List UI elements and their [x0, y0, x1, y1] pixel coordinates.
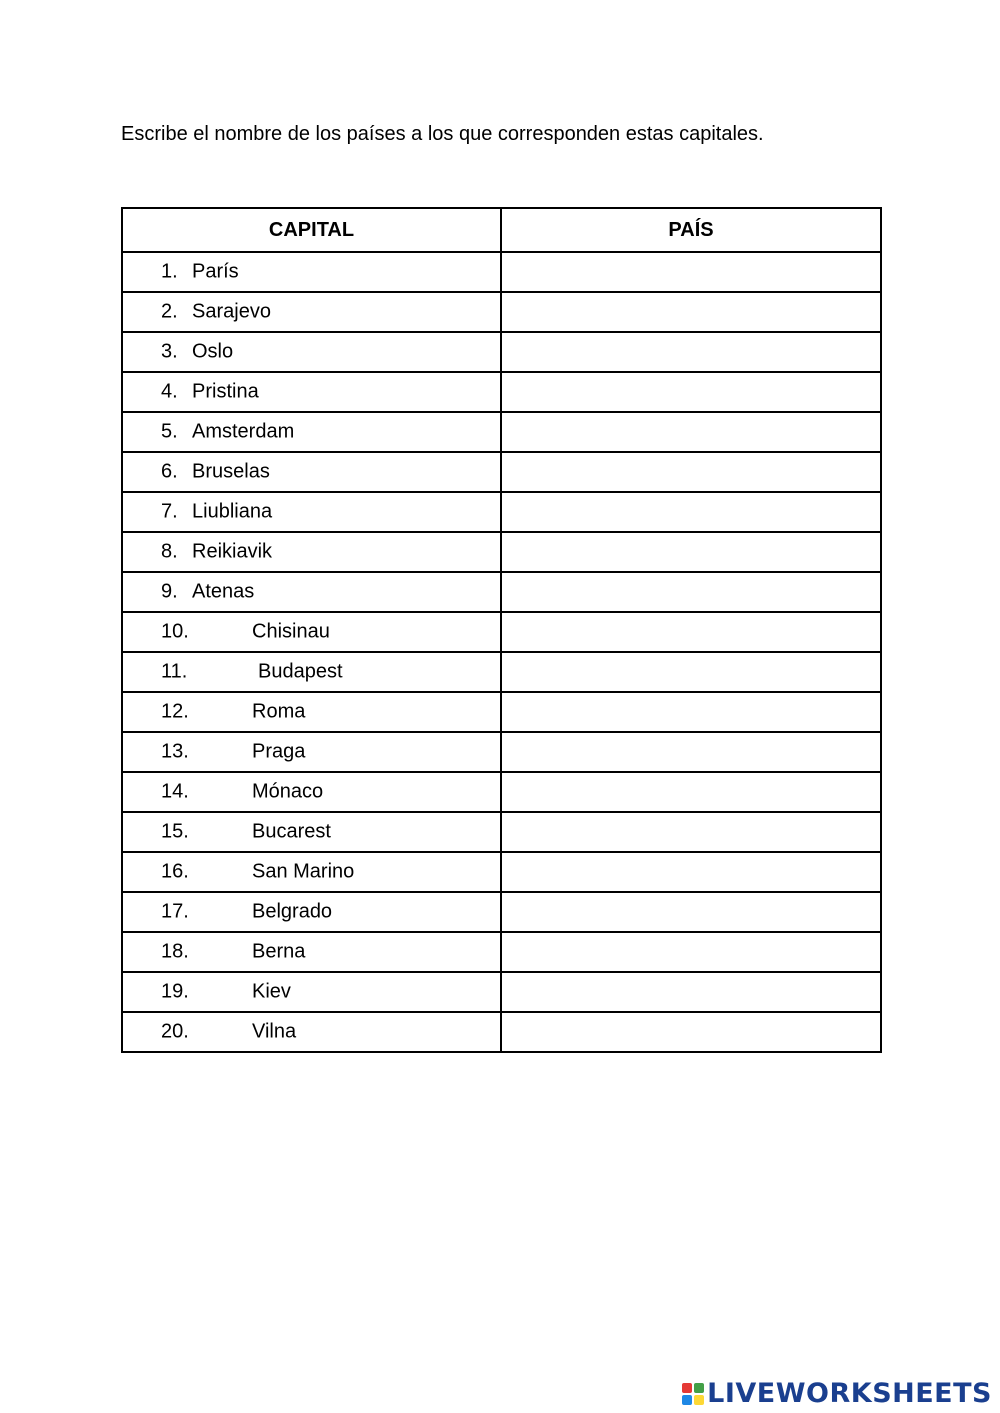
capital-cell: [122, 532, 501, 572]
table-row: [122, 972, 881, 1012]
row-number: 20.: [161, 1020, 189, 1043]
pais-answer-cell[interactable]: [501, 612, 881, 652]
capital-name: Budapest: [258, 660, 343, 683]
capital-name: Belgrado: [252, 900, 333, 923]
pais-answer-cell[interactable]: [501, 252, 881, 292]
table-row: [122, 812, 881, 852]
capital-cell: [122, 492, 501, 532]
row-number: 13.: [161, 740, 189, 763]
row-number: 9.: [161, 580, 178, 603]
capital-name: San Marino: [252, 860, 355, 883]
header-pais: PAÍS: [501, 208, 881, 252]
row-number: 2.: [161, 300, 178, 323]
pais-answer-cell[interactable]: [501, 452, 881, 492]
instruction-text: Escribe el nombre de los países a los que corresponden estas capitales.: [121, 123, 764, 145]
row-number: 6.: [161, 460, 178, 483]
pais-answer-cell[interactable]: [501, 492, 881, 532]
row-number: 12.: [161, 700, 189, 723]
capital-name: Vilna: [252, 1020, 297, 1043]
row-number: 3.: [161, 340, 178, 363]
table-row: [122, 612, 881, 652]
table-row: [122, 292, 881, 332]
row-number: 17.: [161, 900, 189, 923]
row-number: 7.: [161, 500, 178, 523]
capital-name: Sarajevo: [192, 300, 271, 323]
capital-cell: [122, 332, 501, 372]
capital-cell: [122, 412, 501, 452]
header-capital: CAPITAL: [122, 208, 501, 252]
capital-name: Roma: [252, 700, 306, 723]
capital-cell: [122, 892, 501, 932]
capital-cell: [122, 772, 501, 812]
pais-answer-cell[interactable]: [501, 292, 881, 332]
pais-answer-cell[interactable]: [501, 692, 881, 732]
capital-name: Atenas: [192, 580, 255, 603]
table-row: [122, 732, 881, 772]
capital-cell: [122, 612, 501, 652]
table-row: [122, 252, 881, 292]
pais-answer-cell[interactable]: [501, 932, 881, 972]
capital-cell: [122, 452, 501, 492]
table-row: [122, 892, 881, 932]
table-row: [122, 652, 881, 692]
pais-answer-cell[interactable]: [501, 892, 881, 932]
pais-answer-cell[interactable]: [501, 372, 881, 412]
pais-answer-cell[interactable]: [501, 852, 881, 892]
liveworksheets-icon: [682, 1383, 704, 1405]
pais-answer-cell[interactable]: [501, 772, 881, 812]
pais-answer-cell[interactable]: [501, 1012, 881, 1052]
row-number: 5.: [161, 420, 178, 443]
table-row: [122, 452, 881, 492]
capital-name: Oslo: [192, 340, 234, 363]
capital-cell: [122, 732, 501, 772]
capital-cell: [122, 252, 501, 292]
capital-name: Liubliana: [192, 500, 273, 523]
row-number: 8.: [161, 540, 178, 563]
table-row: [122, 412, 881, 452]
liveworksheets-wordmark: LIVEWORKSHEETS: [707, 1378, 992, 1409]
row-number: 19.: [161, 980, 189, 1003]
capital-name: París: [192, 260, 239, 283]
capital-cell: [122, 372, 501, 412]
capital-name: Amsterdam: [192, 420, 295, 443]
table-row: [122, 532, 881, 572]
capital-name: Kiev: [252, 980, 291, 1003]
capital-name: Praga: [252, 740, 306, 763]
table-row: [122, 932, 881, 972]
capital-cell: [122, 692, 501, 732]
row-number: 18.: [161, 940, 189, 963]
table-row: [122, 852, 881, 892]
table-row: [122, 372, 881, 412]
capital-name: Berna: [252, 940, 306, 963]
capital-cell: [122, 972, 501, 1012]
row-number: 1.: [161, 260, 178, 283]
capital-cell: [122, 852, 501, 892]
table-row: [122, 492, 881, 532]
capital-cell: [122, 932, 501, 972]
capital-name: Bruselas: [192, 460, 270, 483]
capital-cell: [122, 652, 501, 692]
capital-cell: [122, 572, 501, 612]
pais-answer-cell[interactable]: [501, 572, 881, 612]
row-number: 16.: [161, 860, 189, 883]
pais-answer-cell[interactable]: [501, 332, 881, 372]
pais-answer-cell[interactable]: [501, 972, 881, 1012]
table-row: [122, 332, 881, 372]
capital-name: Pristina: [192, 380, 259, 403]
capital-name: Mónaco: [252, 780, 324, 803]
table-row: [122, 772, 881, 812]
table-header-row: [122, 208, 881, 252]
pais-answer-cell[interactable]: [501, 412, 881, 452]
pais-answer-cell[interactable]: [501, 732, 881, 772]
table-row: [122, 572, 881, 612]
pais-answer-cell[interactable]: [501, 812, 881, 852]
capital-cell: [122, 812, 501, 852]
capital-name: Reikiavik: [192, 540, 273, 563]
table-row: [122, 1012, 881, 1052]
row-number: 11.: [161, 660, 188, 683]
row-number: 14.: [161, 780, 189, 803]
liveworksheets-logo: [682, 1378, 992, 1409]
capital-name: Bucarest: [252, 820, 331, 843]
capital-cell: [122, 1012, 501, 1052]
table-row: [122, 692, 881, 732]
capital-cell: [122, 292, 501, 332]
row-number: 15.: [161, 820, 189, 843]
row-number: 4.: [161, 380, 178, 403]
row-number: 10.: [161, 620, 189, 643]
pais-answer-cell[interactable]: [501, 532, 881, 572]
capital-name: Chisinau: [252, 620, 330, 643]
capitals-table: [121, 207, 882, 1053]
pais-answer-cell[interactable]: [501, 652, 881, 692]
